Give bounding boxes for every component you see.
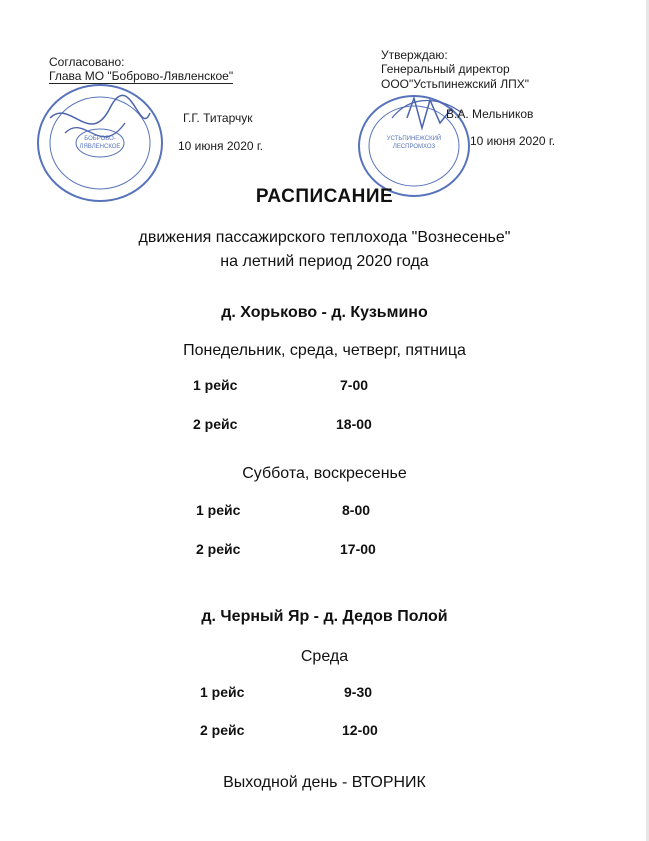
svg-text:ЛЕСПРОМХОЗ: ЛЕСПРОМХОЗ <box>392 144 436 150</box>
route1-weekend-trip2-label: 2 рейс <box>196 541 241 557</box>
day-off-note: Выходной день - ВТОРНИК <box>223 774 426 791</box>
route1-weekdays: Понедельник, среда, четверг, пятница <box>183 342 466 359</box>
document-title: РАСПИСАНИЕ <box>255 186 394 207</box>
route1-weekday-trip1-time: 7-00 <box>340 377 369 393</box>
svg-text:БОБРОВО-: БОБРОВО- <box>84 136 116 142</box>
route1-weekend-trip1-time: 8-00 <box>342 502 371 518</box>
route2-trip2-label: 2 рейс <box>200 722 245 738</box>
svg-text:ЛЯВЛЕНСКОЕ: ЛЯВЛЕНСКОЕ <box>79 144 121 150</box>
approve-signer: В.А. Мельников <box>446 107 534 121</box>
approve-position: Генеральный директор <box>381 62 510 76</box>
agreed-date: 10 июня 2020 г. <box>178 139 264 153</box>
approve-label: Утверждаю: <box>381 48 448 62</box>
route2-days: Среда <box>300 648 349 665</box>
approve-date: 10 июня 2020 г. <box>470 134 556 148</box>
route1-name: д. Хорьково - д. Кузьмино <box>221 304 428 321</box>
route2-trip1-label: 1 рейс <box>200 684 245 700</box>
agreed-position: Глава МО "Боброво-Лявленское" <box>49 69 234 83</box>
route1-weekday-trip2-time: 18-00 <box>336 416 372 432</box>
approve-company: ООО"Устьпинежский ЛПХ" <box>381 77 529 91</box>
route1-weekend: Суббота, воскресенье <box>242 465 407 482</box>
route2-trip1-time: 9-30 <box>344 684 373 700</box>
route2-trip2-time: 12-00 <box>342 722 378 738</box>
route1-weekend-trip2-time: 17-00 <box>340 541 376 557</box>
agreed-signer: Г.Г. Титарчук <box>183 111 253 125</box>
route2-name: д. Черный Яр - д. Дедов Полой <box>201 608 448 625</box>
subtitle-line2: на летний период 2020 года <box>220 253 429 270</box>
route1-weekday-trip2-label: 2 рейс <box>193 416 238 432</box>
agreed-label: Согласовано: <box>49 55 125 69</box>
route1-weekend-trip1-label: 1 рейс <box>196 502 241 518</box>
svg-text:УСТЬПИНЕЖСКИЙ: УСТЬПИНЕЖСКИЙ <box>386 136 442 142</box>
subtitle-line1: движения пассажирского теплохода "Вознесенье" <box>138 229 511 246</box>
route1-weekday-trip1-label: 1 рейс <box>193 377 238 393</box>
